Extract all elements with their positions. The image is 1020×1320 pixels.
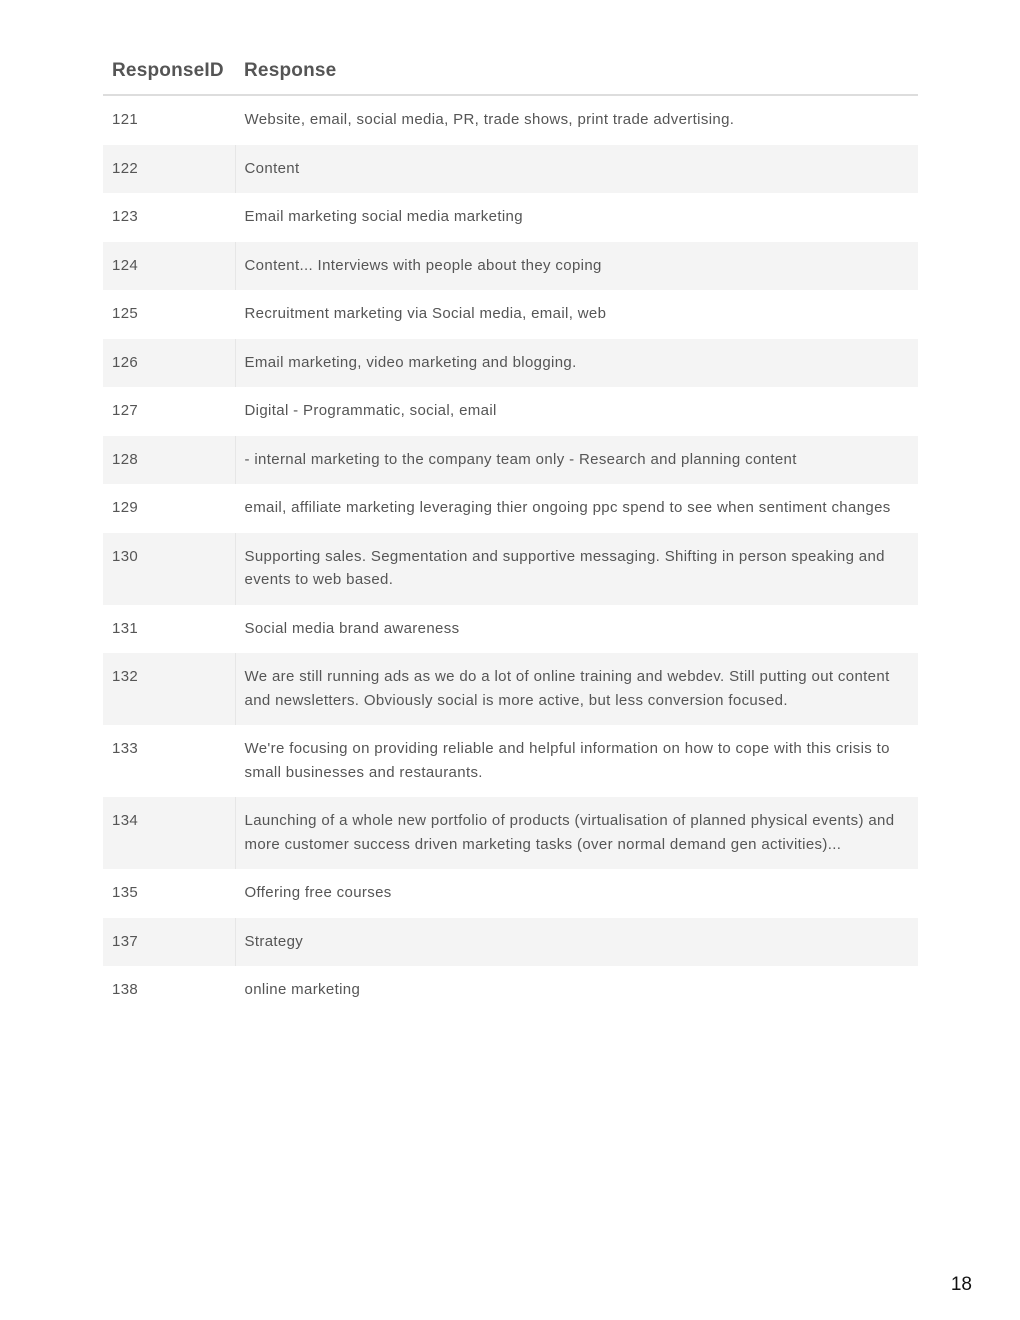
response-id-cell: 132 bbox=[103, 653, 235, 725]
response-text-cell: Launching of a whole new portfolio of products (virtualisation of planned physical events) and more customer success driven marketing tasks (over normal demand gen activities)... bbox=[235, 797, 918, 869]
response-id-cell: 137 bbox=[103, 918, 235, 967]
response-id-cell: 126 bbox=[103, 339, 235, 388]
table-row bbox=[103, 290, 918, 339]
table-row bbox=[103, 484, 918, 533]
response-id-cell: 124 bbox=[103, 242, 235, 291]
table-row bbox=[103, 869, 918, 918]
table-row bbox=[103, 966, 918, 1015]
table-row bbox=[103, 918, 918, 967]
response-text-cell: Content... Interviews with people about they coping bbox=[235, 242, 918, 291]
table-row bbox=[103, 387, 918, 436]
responses-table bbox=[103, 48, 918, 1015]
response-text-cell: email, affiliate marketing leveraging thier ongoing ppc spend to see when sentiment changes bbox=[235, 484, 918, 533]
table-row bbox=[103, 95, 918, 145]
response-text-cell: We are still running ads as we do a lot of online training and webdev. Still putting out content and newsletters. Obviously social is more active, but less conversion focused. bbox=[235, 653, 918, 725]
response-text-cell: Website, email, social media, PR, trade shows, print trade advertising. bbox=[235, 95, 918, 145]
response-text-cell: Email marketing social media marketing bbox=[235, 193, 918, 242]
response-id-cell: 130 bbox=[103, 533, 235, 605]
response-id-cell: 133 bbox=[112, 740, 139, 757]
responses-table-container bbox=[103, 48, 918, 1015]
table-row bbox=[103, 193, 918, 242]
response-text-cell: Strategy bbox=[235, 918, 918, 967]
response-text-cell: Supporting sales. Segmentation and supportive messaging. Shifting in person speaking and events to web based. bbox=[235, 533, 918, 605]
response-id-cell: 127 bbox=[112, 402, 139, 419]
table-row bbox=[103, 242, 918, 291]
response-text-cell: Content bbox=[235, 145, 918, 194]
table-header bbox=[103, 48, 918, 95]
response-text-cell: online marketing bbox=[235, 966, 918, 1015]
response-id-cell: 138 bbox=[112, 981, 139, 998]
response-id-cell: 122 bbox=[103, 145, 235, 194]
column-header-responseid: ResponseID bbox=[103, 48, 235, 95]
response-id-cell: 123 bbox=[112, 208, 139, 225]
table-row bbox=[103, 605, 918, 654]
table-body bbox=[103, 95, 918, 1015]
column-header-response: Response bbox=[235, 48, 918, 95]
table-row bbox=[103, 725, 918, 797]
response-text-cell: - internal marketing to the company team only - Research and planning content bbox=[235, 436, 918, 485]
table-row bbox=[103, 145, 918, 194]
response-text-cell: Recruitment marketing via Social media, email, web bbox=[235, 290, 918, 339]
response-text-cell: Offering free courses bbox=[235, 869, 918, 918]
response-id-cell: 121 bbox=[112, 111, 139, 128]
response-id-cell: 131 bbox=[112, 619, 139, 637]
response-text-cell: Social media brand awareness bbox=[235, 605, 918, 654]
response-text-cell: Digital - Programmatic, social, email bbox=[235, 387, 918, 436]
table-row bbox=[103, 533, 918, 605]
header-row bbox=[103, 48, 918, 95]
table-row bbox=[103, 797, 918, 869]
table-row bbox=[103, 653, 918, 725]
response-text-cell: Email marketing, video marketing and blogging. bbox=[235, 339, 918, 388]
response-text-cell: We're focusing on providing reliable and helpful information on how to cope with this crisis to small businesses and restaurants. bbox=[235, 725, 918, 797]
table-row bbox=[103, 436, 918, 485]
response-id-cell: 135 bbox=[112, 884, 139, 901]
page-number: 18 bbox=[950, 1274, 972, 1295]
table-row bbox=[103, 339, 918, 388]
response-id-cell: 134 bbox=[103, 797, 235, 869]
response-id-cell: 128 bbox=[103, 436, 235, 485]
response-id-cell: 129 bbox=[112, 499, 139, 516]
response-id-cell: 125 bbox=[112, 305, 139, 322]
